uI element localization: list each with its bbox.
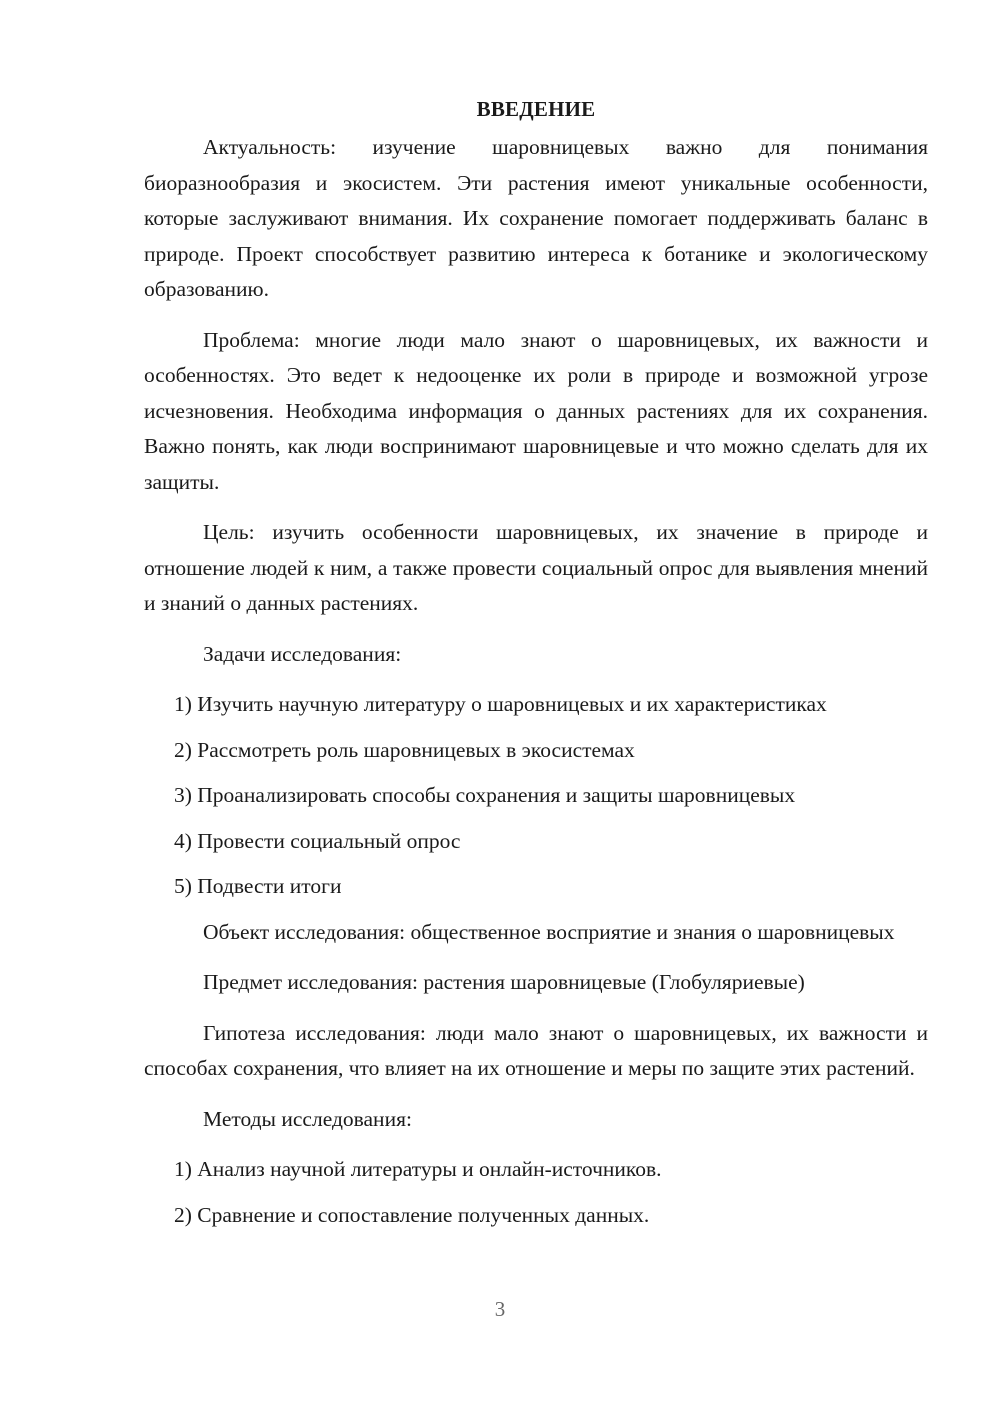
task-item: 3) Проанализировать способы сохранения и защиты шаровницевых <box>174 783 796 807</box>
section-title: ВВЕДЕНИЕ <box>476 97 596 121</box>
task-item: 2) Рассмотреть роль шаровницевых в экосистемах <box>174 737 635 762</box>
document-page <box>144 94 928 1243</box>
method-item: 2) Сравнение и сопоставление полученных данных. <box>174 1202 650 1227</box>
page-number: 3 <box>494 1297 506 1321</box>
task-item: 1) Изучить научную литературу о шаровницевых и их характеристиках <box>174 692 827 716</box>
hypothesis-paragraph: Гипотеза исследования: люди мало знают о шаровницевых, их важности и способах сохранения, что влияет на их отношение и меры по защите этих растений. <box>144 1020 928 1080</box>
task-item: 5) Подвести итоги <box>174 874 342 898</box>
object-paragraph: Объект исследования: общественное восприятие и знания о шаровницевых <box>203 919 895 944</box>
method-item: 1) Анализ научной литературы и онлайн-источников. <box>174 1157 662 1181</box>
problem-paragraph: Проблема: многие люди мало знают о шаровницевых, их важности и особенностях. Это ведет к недооценке их роли в природе и возможной угрозе исчезновения. Необходима информация о данных растениях для их сохранения. Важно понять, как люди воспринимают шаровницевые и что можно сделать для их защиты. <box>144 327 928 494</box>
goal-paragraph: Цель: изучить особенности шаровницевых, их значение в природе и отношение людей к ним, а также провести социальный опрос для выявления мнений и знаний о данных растениях. <box>144 520 928 615</box>
tasks-heading: Задачи исследования: <box>203 641 402 666</box>
subject-paragraph: Предмет исследования: растения шаровницевые (Глобуляриевые) <box>203 970 805 994</box>
methods-heading: Методы исследования: <box>203 1106 412 1131</box>
task-item: 4) Провести социальный опрос <box>174 828 461 853</box>
relevance-paragraph: Актуальность: изучение шаровницевых важно для понимания биоразнообразия и экосистем. Эти растения имеют уникальные особенности, которые заслуживают внимания. Их сохранение помогает поддерживать баланс в природе. Проект способствует развитию интереса к ботанике и экологическому образованию. <box>144 135 928 301</box>
